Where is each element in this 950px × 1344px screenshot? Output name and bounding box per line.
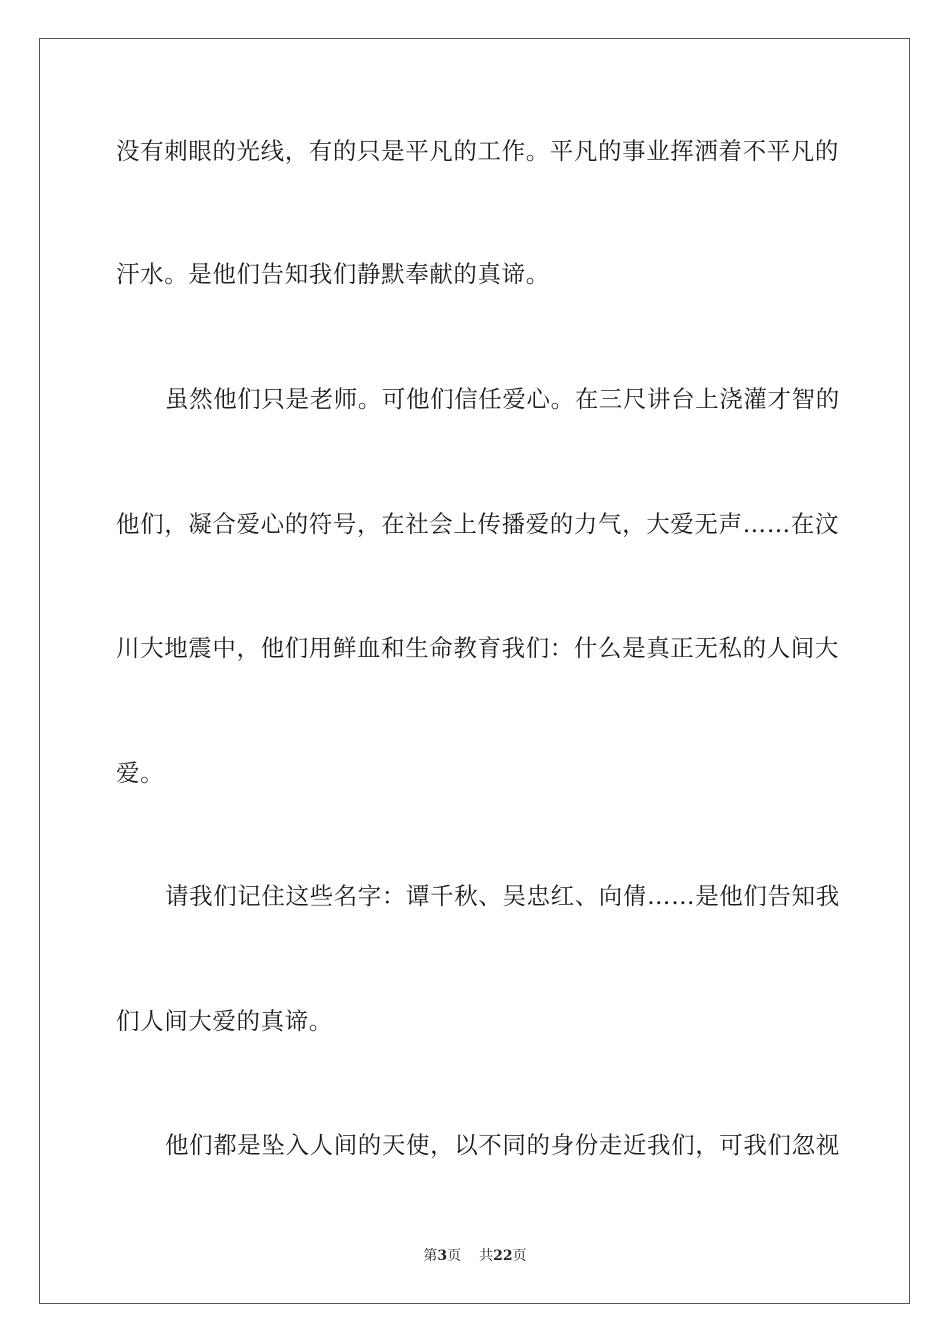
text-line-2: 汗水。是他们告知我们静默奉献的真谛。 bbox=[116, 260, 550, 288]
text-line-6: 爱。 bbox=[116, 759, 165, 787]
text-line-9: 他们都是坠入人间的天使，以不同的身份走近我们，可我们忽视 bbox=[165, 1131, 840, 1159]
total-suffix: 页 bbox=[512, 1248, 527, 1264]
page-footer bbox=[0, 1246, 950, 1266]
page-number: 3 bbox=[437, 1248, 448, 1264]
text-line-8: 们人间大爱的真谛。 bbox=[116, 1007, 333, 1035]
page-frame bbox=[39, 38, 910, 1304]
total-pages: 22 bbox=[493, 1248, 513, 1264]
total-prefix: 共 bbox=[479, 1248, 494, 1264]
text-line-1: 没有刺眼的光线，有的只是平凡的工作。平凡的事业挥洒着不平凡的 bbox=[116, 137, 839, 165]
page-prefix: 第 bbox=[423, 1248, 438, 1264]
page-suffix: 页 bbox=[447, 1248, 462, 1264]
text-line-5: 川大地震中，他们用鲜血和生命教育我们：什么是真正无私的人间大 bbox=[116, 634, 839, 662]
text-line-7: 请我们记住这些名字：谭千秋、吴忠红、向倩……是他们告知我 bbox=[165, 882, 840, 910]
text-line-3: 虽然他们只是老师。可他们信任爱心。在三尺讲台上浇灌才智的 bbox=[165, 385, 840, 413]
text-line-4: 他们，凝合爱心的符号，在社会上传播爱的力气，大爱无声……在汶 bbox=[116, 510, 839, 538]
